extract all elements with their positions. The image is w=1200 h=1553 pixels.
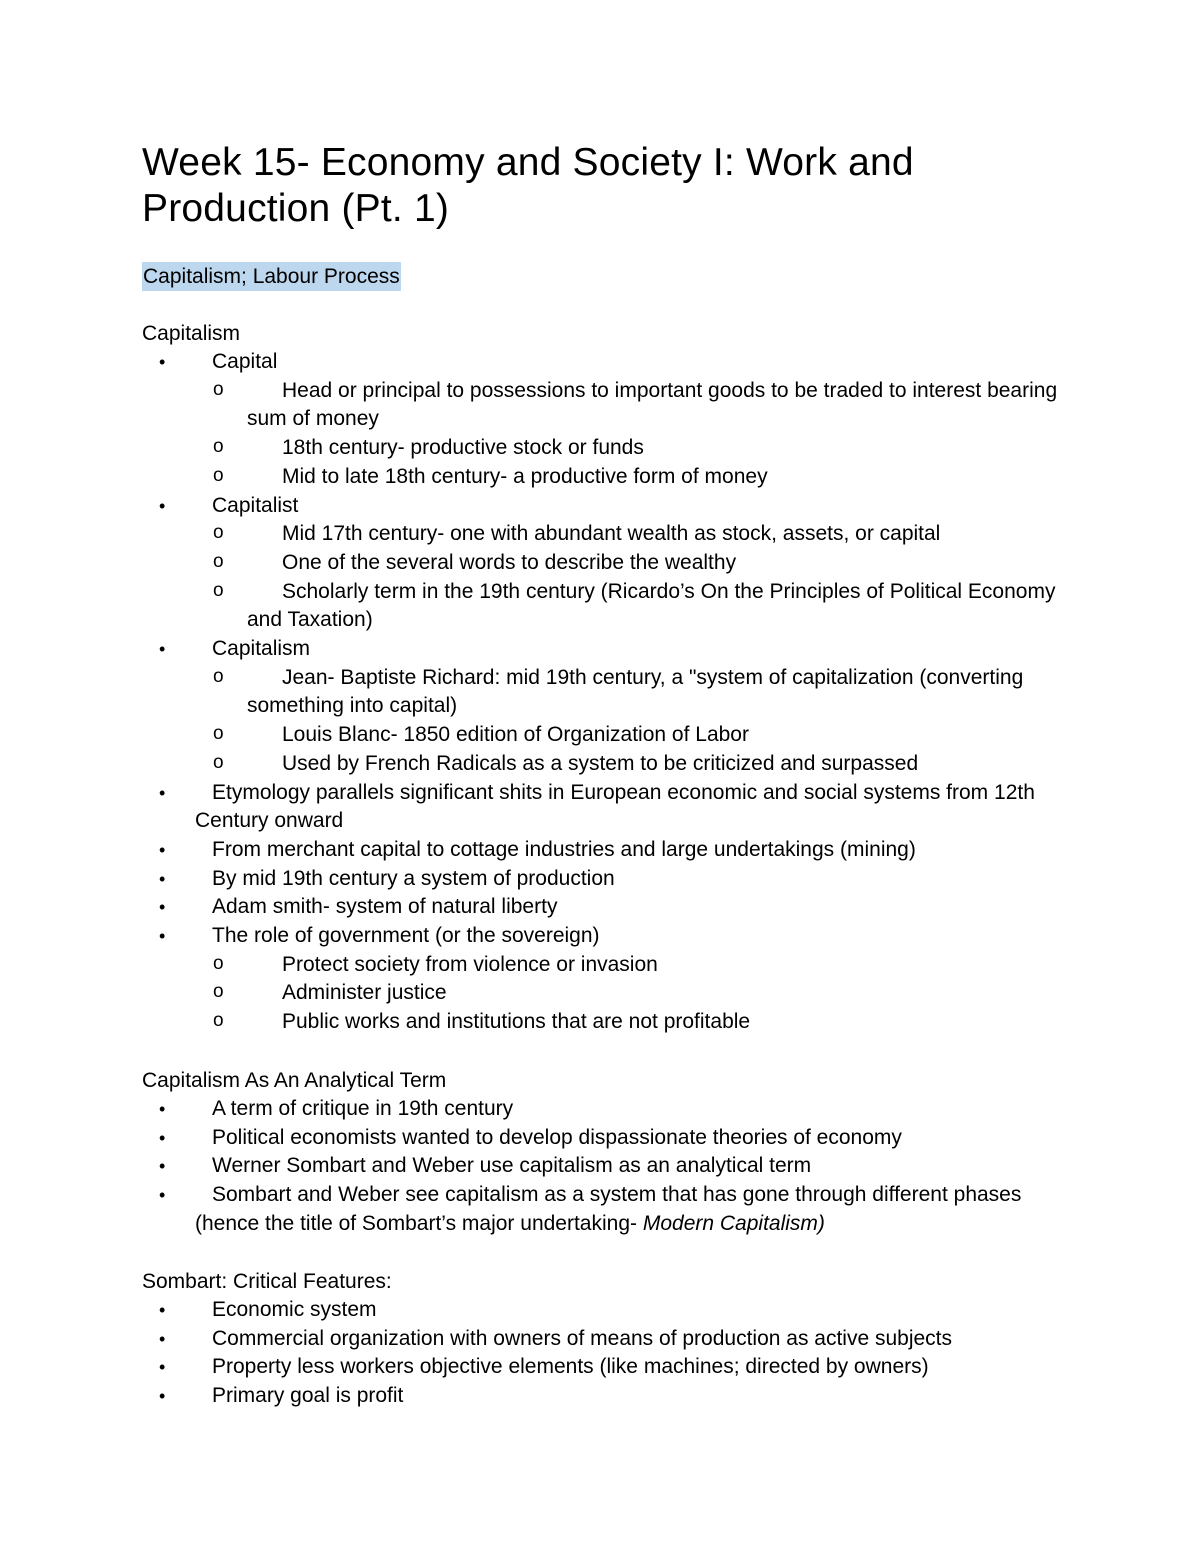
list-item-text: Adam smith- system of natural liberty [212, 895, 558, 919]
bullet-icon: • [159, 1156, 166, 1177]
sub-bullet-icon: o [213, 436, 224, 458]
list-item-text: Mid 17th century- one with abundant wealth as stock, assets, or capital [282, 522, 941, 546]
section-heading-sombart-features: Sombart: Critical Features: [142, 1270, 392, 1293]
list-item-text: Commercial organization with owners of means of production as active subjects [212, 1326, 953, 1350]
bullet-icon: • [159, 1357, 166, 1378]
list-item [142, 1124, 1062, 1153]
list-item-text: Capitalist [212, 493, 299, 517]
sub-bullet-icon: o [213, 1010, 224, 1032]
list-item-italic-text: Modern Capitalism) [642, 1211, 825, 1235]
list-item [142, 492, 1062, 521]
sub-list-item [142, 664, 1062, 721]
bullet-icon: • [159, 1099, 166, 1119]
list-item [142, 922, 1062, 951]
bullet-icon: • [159, 495, 166, 516]
list-item-text: Used by French Radicals as a system to be criticized and surpassed [282, 751, 919, 775]
sub-bullet-icon: o [213, 464, 224, 486]
list-item-text: Capital [212, 350, 278, 373]
bullet-icon: • [159, 1127, 166, 1148]
bullet-icon: • [159, 897, 166, 918]
list-item-text: From merchant capital to cottage industries and large undertakings (mining) [212, 837, 916, 861]
sub-list-item [142, 951, 1062, 980]
sub-list-item [142, 721, 1062, 750]
list-item-text: A term of critique in 19th century [212, 1097, 514, 1120]
sub-bullet-icon: o [213, 751, 224, 773]
sub-list-item [142, 377, 1062, 434]
sub-list-item [142, 520, 1062, 549]
list-item [142, 1382, 1062, 1411]
list-item [142, 1296, 1062, 1325]
bullet-icon: • [159, 639, 166, 660]
bullet-icon: • [159, 352, 166, 372]
sub-bullet-icon: o [213, 952, 224, 974]
list-item [142, 1095, 1062, 1124]
sub-bullet-icon: o [213, 665, 224, 687]
bullet-icon: • [159, 868, 166, 889]
sub-list-item [142, 1008, 1062, 1037]
list-item [142, 1181, 1062, 1238]
list-item-text: By mid 19th century a system of production [212, 866, 615, 890]
list-item-text: Louis Blanc- 1850 edition of Organization of Labor [282, 723, 749, 747]
sub-list-item [142, 463, 1062, 492]
list-item-text: Scholarly term in the 19th century (Ricardo’s On the Principles of Political Economy and Taxation) [247, 579, 1056, 632]
list-item [142, 1353, 1062, 1382]
list-item [142, 635, 1062, 664]
list-item-text: Property less workers objective elements (like machines; directed by owners) [212, 1355, 929, 1379]
list-item-text: The role of government (or the sovereign) [212, 924, 600, 948]
list-item-text: Capitalism [212, 637, 311, 661]
highlighted-subtitle: Capitalism; Labour Process [142, 262, 401, 291]
list-item [142, 779, 1062, 836]
list-item [142, 1325, 1062, 1354]
list-item-text: Primary goal is profit [212, 1384, 404, 1408]
sub-bullet-icon: o [213, 981, 224, 1003]
list-item [142, 836, 1062, 865]
sub-list-item [142, 750, 1062, 779]
sub-bullet-icon: o [213, 378, 224, 400]
capitalism-list [142, 348, 1062, 1037]
list-item-text: Political economists wanted to develop dispassionate theories of economy [212, 1125, 902, 1149]
sub-bullet-icon: o [213, 522, 224, 544]
list-item-text: 18th century- productive stock or funds [282, 436, 644, 460]
sub-bullet-icon: o [213, 579, 224, 601]
list-item-text: One of the several words to describe the wealthy [282, 550, 737, 574]
list-item [142, 893, 1062, 922]
sombart-features-list [142, 1296, 1062, 1411]
section-heading-analytical-term: Capitalism As An Analytical Term [142, 1069, 447, 1092]
list-item-text: Sombart and Weber see capitalism as a system that has gone through different phases (hence the title of Sombart’s major undertaking- [195, 1183, 1022, 1235]
list-item-text: Economic system [212, 1298, 377, 1321]
list-item [142, 865, 1062, 894]
bullet-icon: • [159, 1185, 166, 1206]
section-heading-capitalism: Capitalism [142, 322, 241, 345]
list-item [142, 1152, 1062, 1181]
sub-list-item [142, 578, 1062, 635]
list-item-text: Etymology parallels significant shits in European economic and social systems from 12th Century onward [195, 780, 1035, 833]
bullet-icon: • [159, 1328, 166, 1349]
list-item-text: Head or principal to possessions to important goods to be traded to interest bearing sum of money [247, 378, 1058, 431]
list-item-text: Protect society from violence or invasion [282, 952, 658, 976]
bullet-icon: • [159, 1300, 166, 1320]
sub-list-item [142, 979, 1062, 1008]
bullet-icon: • [159, 782, 166, 803]
list-item-text: Public works and institutions that are not profitable [282, 1010, 751, 1034]
bullet-icon: • [159, 1386, 166, 1407]
sub-bullet-icon: o [213, 723, 224, 745]
list-item [142, 348, 1062, 377]
bullet-icon: • [159, 926, 166, 947]
analytical-term-list [142, 1095, 1062, 1239]
sub-list-item [142, 434, 1062, 463]
list-item-text: Werner Sombart and Weber use capitalism as an analytical term [212, 1154, 812, 1178]
bullet-icon: • [159, 839, 166, 860]
sub-list-item [142, 549, 1062, 578]
list-item-text: Jean- Baptiste Richard: mid 19th century, a "system of capitalization (converting something into capital) [247, 665, 1024, 718]
list-item-text: Administer justice [282, 981, 447, 1005]
document-title: Week 15- Economy and Society I: Work and Production (Pt. 1) [142, 141, 914, 230]
list-item-text: Mid to late 18th century- a productive form of money [282, 464, 768, 488]
sub-bullet-icon: o [213, 550, 224, 572]
